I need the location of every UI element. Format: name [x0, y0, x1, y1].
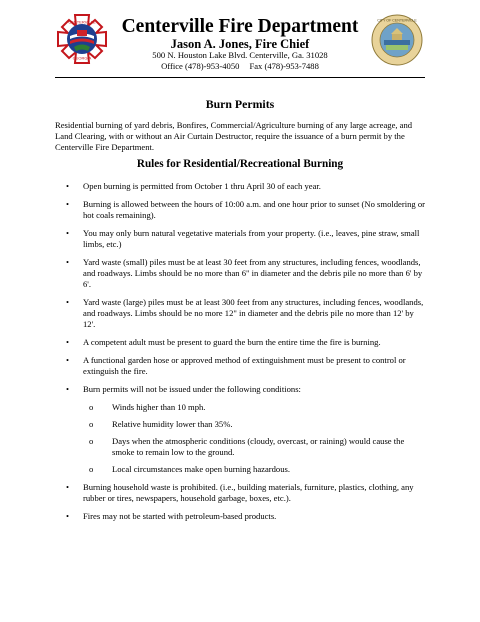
- rules-heading: Rules for Residential/Recreational Burning: [136, 158, 344, 170]
- bullet-icon: •: [66, 482, 70, 492]
- rule-item: [55, 257, 427, 290]
- bullet-icon: •: [66, 355, 70, 365]
- bullet-icon: •: [66, 228, 70, 238]
- badge-top-text: CENTERVILLE: [68, 19, 96, 25]
- contact-phones: [0, 61, 480, 72]
- condition-text: Relative humidity lower than 35%.: [112, 419, 233, 429]
- condition-item: [83, 464, 427, 475]
- rule-text: You may only burn natural vegetative materials from your property. (i.e., leaves, pine straw, small limbs, etc.): [83, 228, 420, 249]
- sub-bullet-icon: o: [89, 436, 94, 446]
- condition-item: [83, 402, 427, 413]
- rule-item: [55, 297, 427, 330]
- rule-item: [55, 199, 427, 221]
- rule-text: Open burning is permitted from October 1 thru April 30 of each year.: [83, 181, 321, 191]
- seal-text: CITY OF CENTERVILLE: [377, 18, 417, 23]
- rule-item: [55, 228, 427, 250]
- rule-item: [55, 181, 427, 192]
- condition-text: Winds higher than 10 mph.: [112, 402, 206, 412]
- condition-text: Local circumstances make open burning hazardous.: [112, 464, 291, 474]
- condition-text: Days when the atmospheric conditions (cloudy, overcast, or raining) would cause the smoke to remain low to the ground.: [112, 436, 405, 457]
- bullet-icon: •: [66, 257, 70, 267]
- page-title: Burn Permits: [205, 97, 275, 111]
- bullet-icon: •: [66, 337, 70, 347]
- rule-item: [55, 511, 427, 522]
- office-phone: Office (478)-953-4050: [161, 61, 240, 71]
- condition-item: [83, 436, 427, 458]
- bullet-icon: •: [66, 511, 70, 521]
- sub-bullet-icon: o: [89, 419, 94, 429]
- header-divider: [55, 77, 425, 78]
- rule-item: [55, 337, 427, 348]
- rules-list: [55, 181, 427, 529]
- rule-item: [55, 355, 427, 377]
- intro-paragraph: Residential burning of yard debris, Bonfires, Commercial/Agriculture burning of any large acreage, and Land Clearing, with or without an Air Curtain Destructor, require the issuance of a burn permit by the Centerville Fire Department.: [55, 120, 413, 152]
- bullet-icon: •: [66, 181, 70, 191]
- rule-text: Yard waste (large) piles must be at least 300 feet from any structures, including fences, woodlands, and roadways. Limbs should be no more 12" in diameter and the debris pile no more than 12' by 12'.: [83, 297, 424, 329]
- rule-text: Fires may not be started with petroleum-based products.: [83, 511, 277, 521]
- rule-text: Burning is allowed between the hours of 10:00 a.m. and one hour prior to sunset (No smoldering or hot coals remaining).: [83, 199, 426, 220]
- rule-text: Burning household waste is prohibited. (i.e., building materials, furniture, plastics, clothing, any rubber or tires, newspapers, household garbage, boxes, etc.).: [83, 482, 414, 503]
- fire-chief-name: Jason A. Jones, Fire Chief: [170, 37, 310, 51]
- bullet-icon: •: [66, 384, 70, 394]
- rule-text: A functional garden hose or approved method of extinguishment must be present to control or extinguish the fire.: [83, 355, 406, 376]
- sub-bullet-icon: o: [89, 402, 94, 412]
- rule-text: A competent adult must be present to guard the burn the entire time the fire is burning.: [83, 337, 381, 347]
- badge-bottom-text: GEORGIA: [72, 55, 92, 61]
- department-address: 500 N. Houston Lake Blvd. Centerville, Ga. 31028: [152, 50, 328, 60]
- bullet-icon: •: [66, 199, 70, 209]
- rule-item: [55, 482, 427, 504]
- condition-item: [83, 419, 427, 430]
- rule-item: [55, 384, 427, 475]
- conditions-list: [83, 402, 427, 475]
- rule-text: Burn permits will not be issued under the following conditions:: [83, 384, 301, 394]
- rule-text: Yard waste (small) piles must be at least 30 feet from any structures, including fences, woodlands, and roadways. Limbs should be no more than 6" in diameter and the debris pile no more than 6' by 6'.: [83, 257, 423, 289]
- department-name: Centerville Fire Department: [121, 16, 359, 37]
- sub-bullet-icon: o: [89, 464, 94, 474]
- bullet-icon: •: [66, 297, 70, 307]
- fax-number: Fax (478)-953-7488: [249, 61, 319, 71]
